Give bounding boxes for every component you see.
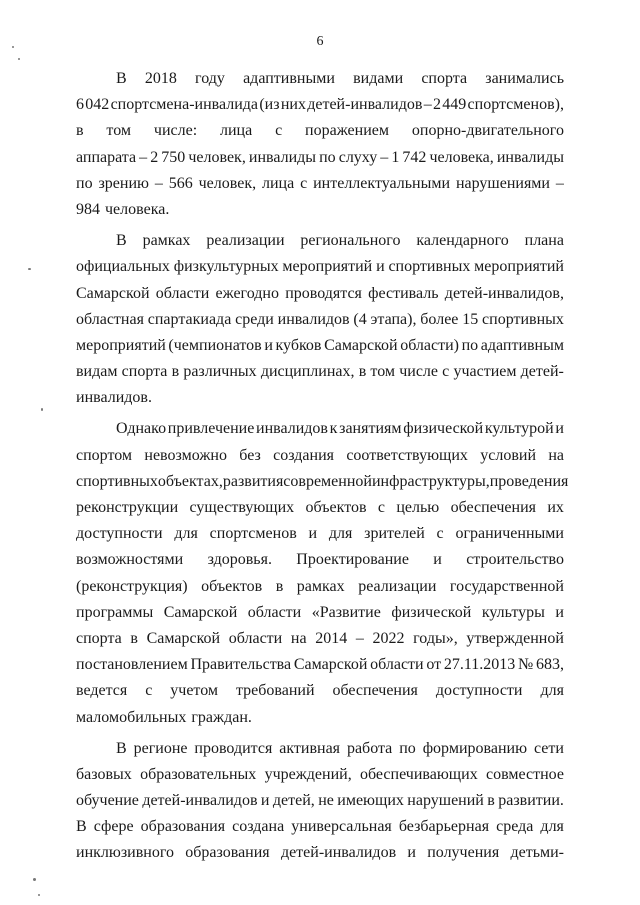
word: – (139, 148, 148, 166)
word: активная (279, 739, 341, 757)
word: по (76, 174, 93, 192)
scan-speck (38, 894, 40, 896)
word: физической (391, 603, 472, 621)
text-line (76, 574, 564, 600)
word: детей- (520, 363, 564, 381)
word: получения (427, 844, 500, 862)
word: невозможно (144, 446, 227, 464)
word: Самарской (293, 656, 368, 674)
word: спорта (76, 629, 122, 647)
word: совместное (485, 765, 564, 783)
word: в (171, 363, 180, 381)
text-line (76, 66, 564, 92)
text-line (76, 385, 564, 411)
word: без (239, 446, 261, 464)
word: интеллектуальными (313, 174, 451, 192)
word: опорно-двигательного (411, 122, 564, 140)
word: учреждений, (264, 765, 352, 783)
word: реализации (358, 577, 437, 595)
word: инвалидов (256, 420, 328, 438)
word: человек, (188, 148, 246, 166)
word: работа (346, 739, 393, 757)
word: различных (183, 363, 257, 381)
word: зрению (98, 174, 149, 192)
word: области (370, 656, 424, 674)
text-line (76, 600, 564, 626)
word: – (555, 174, 564, 192)
word: мероприятий (474, 258, 564, 276)
word: обеспечения (450, 499, 537, 516)
word: с (377, 499, 385, 516)
word: области (247, 603, 302, 621)
word: Проектирование (296, 551, 409, 569)
word: привлечение (167, 420, 255, 438)
word: лица (261, 174, 295, 192)
word: доступности (76, 525, 163, 543)
text-line (76, 333, 564, 359)
word: занятиям (339, 420, 402, 438)
word: (4 (353, 310, 367, 328)
word: условий (480, 446, 536, 464)
word: инвалидов (277, 310, 350, 328)
page-number: 6 (316, 34, 324, 49)
text-line (76, 736, 564, 762)
word: 2018 (144, 70, 177, 87)
word: человека, (429, 148, 494, 166)
word: возможностями (76, 551, 184, 569)
word: физкультурных (173, 258, 279, 276)
word: проводится (194, 739, 273, 757)
text-line (76, 254, 564, 280)
word: области (155, 284, 210, 302)
paragraph (76, 228, 564, 411)
word: и (376, 258, 385, 276)
word: Самарской (146, 629, 221, 647)
word: (чемпионатов (168, 336, 262, 354)
word: Однако (116, 420, 167, 438)
scan-speck (18, 58, 20, 60)
word: и (407, 844, 416, 862)
word: обучение (76, 792, 139, 810)
word: доступности (435, 682, 523, 700)
word: и (433, 551, 442, 569)
word: имеющих (337, 792, 404, 810)
word: спортивных (482, 310, 564, 328)
text-line (76, 359, 564, 385)
text-line (76, 788, 564, 814)
word: участием (453, 363, 517, 381)
scan-speck (41, 408, 43, 411)
word: № (517, 656, 534, 674)
word: 984 (76, 200, 100, 218)
word: и (260, 792, 270, 810)
text-line (76, 678, 564, 704)
word: для (328, 525, 353, 543)
word: детей-инвалидов (142, 792, 258, 810)
word: Самарской (163, 603, 238, 621)
word: детей, (272, 792, 315, 810)
word: аппарата (76, 148, 137, 166)
word: 6 (76, 96, 84, 114)
word: человек, (198, 174, 257, 192)
word: спорта (121, 363, 168, 381)
word: с (436, 525, 444, 543)
word: В (116, 232, 127, 250)
word: по (461, 336, 479, 354)
word: видами (353, 70, 404, 87)
word: по (399, 739, 416, 757)
word: не (318, 792, 334, 810)
paragraph (76, 736, 564, 867)
word: спортом (76, 446, 133, 464)
word: – (380, 148, 389, 166)
word: 15 (462, 310, 479, 328)
word: обеспечения (332, 682, 418, 700)
word: спортсменов (209, 525, 297, 543)
word: постановлением (76, 656, 188, 674)
word: 1 (391, 148, 400, 166)
word: 2 (432, 96, 441, 114)
word: (реконструкция) (76, 577, 188, 595)
word: и (555, 420, 564, 438)
word: и (308, 525, 318, 543)
word: 27.11.2013 (443, 656, 516, 674)
word: образования (185, 844, 270, 862)
word: – (355, 629, 364, 647)
text-line (76, 626, 564, 652)
word: В (116, 739, 127, 757)
word: 750 (161, 148, 186, 166)
word: детей-инвалидов (280, 844, 397, 862)
word: реконструкции (76, 499, 179, 516)
text-line (76, 547, 564, 573)
word: – (423, 96, 432, 114)
text-line (76, 307, 564, 333)
text-line (76, 814, 564, 840)
word: – (154, 174, 163, 192)
word: спорта (421, 70, 468, 87)
word: здоровья. (207, 551, 272, 569)
word: официальных (76, 258, 170, 276)
word: адаптивными (243, 70, 335, 87)
word: кубков (275, 336, 322, 354)
word: Самарской (324, 336, 398, 354)
document-body (76, 66, 569, 867)
word: образования (140, 818, 226, 836)
word: строительство (466, 551, 564, 569)
word: спортивных (388, 258, 471, 276)
word: регионального (300, 232, 401, 250)
word: фестиваль (368, 284, 439, 302)
word: обеспечивающих (360, 765, 478, 783)
word: областная (76, 310, 144, 328)
word: объектах, (157, 472, 223, 490)
word: по (319, 148, 336, 166)
word: поражением (305, 122, 390, 140)
text-line (76, 521, 564, 547)
word: утвержденной (466, 629, 564, 647)
word: в (358, 363, 367, 381)
paragraph (76, 416, 569, 730)
word: (из (259, 96, 280, 114)
word: 742 (402, 148, 427, 166)
word: спартакиада (147, 310, 232, 328)
word: ежегодно (215, 284, 279, 302)
word: с (275, 122, 283, 140)
word: мероприятий (76, 336, 166, 354)
text-line (76, 443, 564, 469)
word: универсальная (291, 818, 392, 836)
word: нарушениями (455, 174, 550, 192)
word: формированию (422, 739, 528, 757)
word: в (275, 577, 284, 595)
word: развитии. (498, 792, 564, 810)
word: 566 (168, 174, 193, 192)
word: требований (235, 682, 315, 700)
word: Самарской (76, 284, 150, 302)
word: 449 (442, 96, 467, 114)
word: государственной (449, 577, 564, 595)
word: развития (222, 472, 284, 490)
word: календарного (416, 232, 509, 250)
word: проведения (489, 472, 569, 490)
word: от (426, 656, 442, 674)
text-line (76, 705, 564, 731)
word: человека. (105, 200, 170, 218)
word: создана (232, 818, 285, 836)
word: мероприятий (282, 258, 373, 276)
word: инфраструктуры, (371, 472, 490, 490)
scan-speck (28, 268, 31, 270)
text-line (76, 469, 569, 495)
word: образовательных (140, 765, 257, 783)
word: в (76, 122, 84, 140)
word: этапа), (370, 310, 417, 328)
word: граждан. (191, 708, 252, 726)
word: программы (76, 603, 154, 621)
word: адаптивным (480, 336, 564, 354)
word: области (228, 629, 283, 647)
paragraph (76, 66, 564, 223)
word: детей-инвалидов (307, 96, 423, 114)
word: для (174, 525, 198, 543)
text-line (76, 118, 564, 144)
word: создания (273, 446, 334, 464)
word: в (130, 629, 138, 647)
word: сфере (93, 818, 134, 836)
word: спортивных (76, 472, 158, 490)
word: инклюзивного (76, 844, 174, 862)
word: детей-инвалидов, (444, 284, 564, 302)
scan-speck (12, 46, 14, 48)
word: для (540, 818, 564, 836)
text-line (76, 281, 564, 307)
word: инвалиды (496, 148, 564, 166)
word: целью (396, 499, 440, 516)
word: с (145, 682, 153, 700)
word: рамках (296, 577, 345, 595)
word: числе (399, 363, 438, 381)
text-line (76, 197, 564, 223)
word: ведется (76, 682, 128, 700)
word: регионе (133, 739, 188, 757)
word: спортсмена-инвалида (110, 96, 259, 114)
word: сети (533, 739, 564, 757)
word: инвалидов. (76, 389, 152, 407)
word: году (195, 70, 225, 87)
word: объектов (305, 499, 367, 516)
word: том (370, 363, 396, 381)
word: их (547, 499, 564, 516)
word: проводятся (285, 284, 362, 302)
word: В (76, 818, 87, 836)
word: учетом (170, 682, 219, 700)
word: культуры (481, 603, 545, 621)
word: нарушений (407, 792, 484, 810)
text-line (76, 762, 564, 788)
text-line (76, 652, 564, 678)
word: базовых (76, 765, 132, 783)
text-line (76, 145, 564, 171)
word: для (540, 682, 564, 700)
word: 2014 (315, 629, 348, 647)
word: и (555, 603, 564, 621)
word: на (548, 446, 564, 464)
word: плана (524, 232, 564, 250)
word: с (442, 363, 450, 381)
word: зрителей (364, 525, 425, 543)
word: к (329, 420, 338, 438)
word: занимались (485, 70, 564, 87)
word: области) (400, 336, 459, 354)
text-line (76, 840, 564, 866)
word: в (487, 792, 495, 810)
word: маломобильных (76, 708, 187, 726)
word: современной (283, 472, 372, 490)
word: числе: (153, 122, 198, 140)
word: реализации (206, 232, 285, 250)
word: 042 (85, 96, 110, 114)
word: спортсменов), (467, 96, 564, 114)
text-line (76, 92, 564, 118)
text-line (76, 228, 564, 254)
word: дисциплинах, (260, 363, 355, 381)
word: 683, (535, 656, 564, 674)
word: В (116, 70, 127, 87)
word: среди (235, 310, 274, 328)
word: том (106, 122, 132, 140)
text-line (76, 416, 564, 442)
word: Правительства (190, 656, 292, 674)
scan-speck (33, 878, 36, 881)
word: инвалиды (248, 148, 317, 166)
word: детьми- (510, 844, 564, 862)
word: объектов (201, 577, 263, 595)
word: существующих (189, 499, 295, 516)
text-line (76, 495, 564, 521)
word: годы», (413, 629, 458, 647)
word: 2022 (372, 629, 405, 647)
word: слуху (338, 148, 378, 166)
word: соответствующих (346, 446, 468, 464)
word: более (420, 310, 459, 328)
word: видам (76, 363, 118, 381)
word: рамках (142, 232, 191, 250)
word: и (264, 336, 273, 354)
word: 2 (150, 148, 159, 166)
word: среда (496, 818, 534, 836)
word: «Развитие (311, 603, 381, 621)
word: безбарьерная (398, 818, 490, 836)
word: них (280, 96, 306, 114)
word: лица (220, 122, 253, 140)
word: ограниченными (455, 525, 564, 543)
word: культурой (484, 420, 554, 438)
word: с (300, 174, 308, 192)
word: физической (403, 420, 484, 438)
text-line (76, 171, 564, 197)
word: на (290, 629, 307, 647)
